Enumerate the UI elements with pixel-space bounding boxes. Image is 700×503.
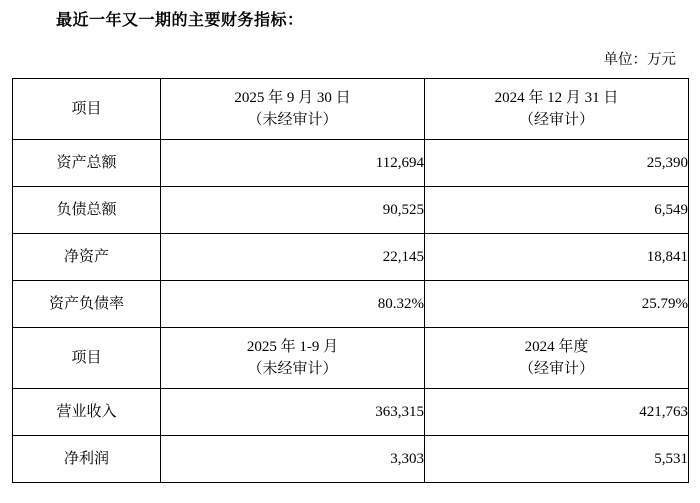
table-row xyxy=(13,436,689,483)
header-label-item-2: 项目 xyxy=(13,328,161,389)
row-value-col1: 363,315 xyxy=(161,389,425,436)
header-col-2025q3 xyxy=(161,79,425,140)
row-value-col1: 22,145 xyxy=(161,234,425,281)
header-col-2024ye-line2: （经审计） xyxy=(518,112,594,128)
row-label: 资产总额 xyxy=(13,140,161,187)
row-value-col1: 90,525 xyxy=(161,187,425,234)
header-col-2025q3-line2: （未经审计） xyxy=(247,112,338,128)
table-header-row-income xyxy=(13,328,689,389)
header-col-2025-1-9-line1: 2025 年 1-9 月 xyxy=(246,339,339,355)
row-value-col2: 5,531 xyxy=(425,436,689,483)
row-value-col2: 6,549 xyxy=(425,187,689,234)
table-row xyxy=(13,187,689,234)
row-label: 营业收入 xyxy=(13,389,161,436)
row-label: 负债总额 xyxy=(13,187,161,234)
header-col-2025-1-9 xyxy=(161,328,425,389)
header-label-item: 项目 xyxy=(13,79,161,140)
row-value-col1: 3,303 xyxy=(161,436,425,483)
row-value-col2: 421,763 xyxy=(425,389,689,436)
table-row xyxy=(13,140,689,187)
row-label: 净资产 xyxy=(13,234,161,281)
table-header-row-balance xyxy=(13,79,689,140)
header-col-2024-year-line2: （经审计） xyxy=(518,361,594,377)
header-col-2024ye xyxy=(425,79,689,140)
row-value-col1: 112,694 xyxy=(161,140,425,187)
table-row xyxy=(13,281,689,328)
header-col-2024ye-line1: 2024 年 12 月 31 日 xyxy=(494,90,619,106)
header-col-2024-year xyxy=(425,328,689,389)
row-value-col1: 80.32% xyxy=(161,281,425,328)
row-label: 净利润 xyxy=(13,436,161,483)
page-title: 最近一年又一期的主要财务指标： xyxy=(56,12,304,29)
row-value-col2: 25,390 xyxy=(425,140,689,187)
header-col-2025q3-line1: 2025 年 9 月 30 日 xyxy=(234,90,351,106)
row-label: 资产负债率 xyxy=(13,281,161,328)
header-col-2024-year-line1: 2024 年度 xyxy=(524,339,589,355)
financial-indicators-table xyxy=(12,78,689,483)
table-row xyxy=(13,234,689,281)
table-row xyxy=(13,389,689,436)
unit-note: 单位：万元 xyxy=(603,52,676,68)
row-value-col2: 18,841 xyxy=(425,234,689,281)
header-col-2025-1-9-line2: （未经审计） xyxy=(247,361,338,377)
row-value-col2: 25.79% xyxy=(425,281,689,328)
